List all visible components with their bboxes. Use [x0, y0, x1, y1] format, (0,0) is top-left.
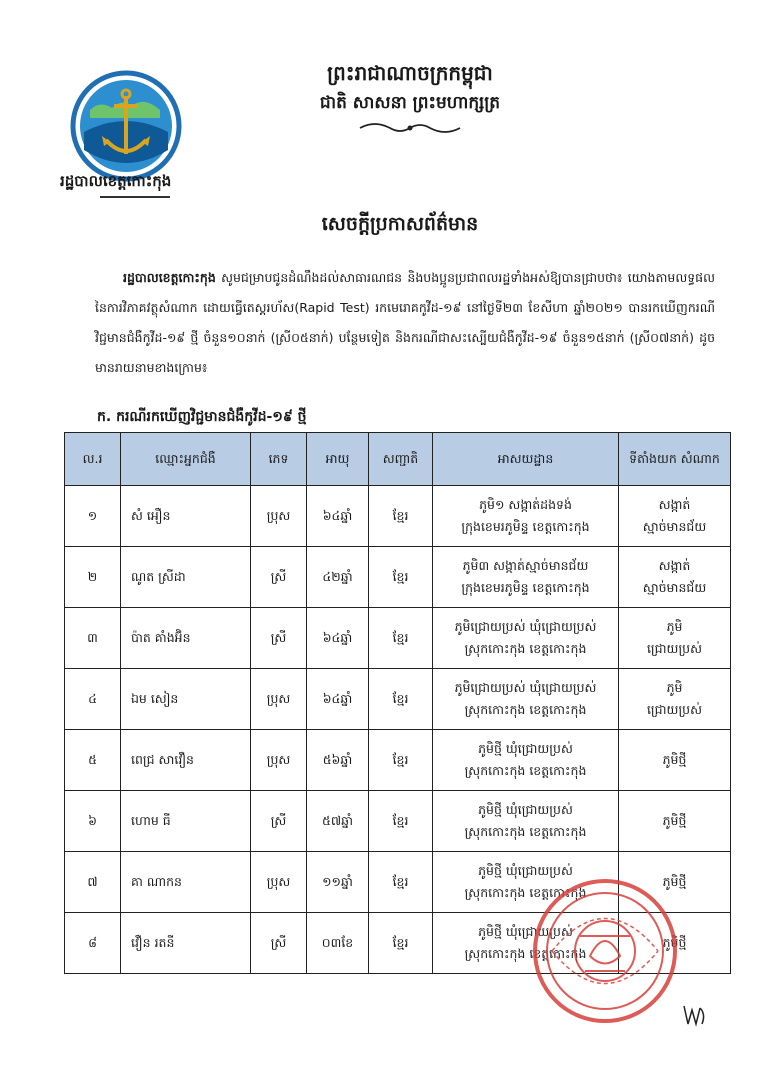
- divider: [100, 196, 170, 198]
- ornament-divider-icon: [355, 120, 465, 136]
- address-line-2: ស្រុកកោះកុង ខេត្តកោះកុង: [464, 824, 587, 839]
- table-row: [65, 608, 731, 669]
- site-line-1: ភូមិ: [666, 680, 683, 695]
- address-line-2: ក្រុងខេមរភូមិន្ទ ខេត្តកោះកុង: [461, 519, 590, 534]
- cell-name: វឿន រតនី: [121, 913, 251, 974]
- address-line-2: ក្រុងខេមរភូមិន្ទ ខេត្តកោះកុង: [461, 580, 590, 595]
- address-line-1: ភូមិថ្មី ឃុំជ្រោយប្រស់: [478, 924, 573, 939]
- site-line-1: ភូមិថ្មី: [662, 935, 687, 950]
- section-title: ក. ករណីរកឃើញវិជ្ជមានជំងឺកូវីដ-១៩ ថ្មី: [97, 409, 307, 425]
- table-header-row: [65, 433, 731, 486]
- site-line-2: ស្មាច់មានជ័យ: [642, 580, 707, 595]
- address-line-1: ភូមិថ្មី ឃុំជ្រោយប្រស់: [478, 863, 573, 878]
- address-line-1: ភូមិជ្រោយប្រស់ ឃុំជ្រោយប្រស់: [454, 619, 597, 634]
- kingdom-heading: ព្រះរាជាណាចក្រកម្ពុជា: [327, 61, 493, 85]
- site-line-2: ជ្រោយប្រស់: [646, 641, 703, 656]
- cell-sex: ស្រី: [251, 791, 307, 852]
- table-row: [65, 669, 731, 730]
- cell-no: ១: [65, 486, 121, 547]
- cell-site: [619, 547, 731, 608]
- cell-name: ណូត ស្រីដា: [121, 547, 251, 608]
- address-line-2: ស្រុកកោះកុង ខេត្តកោះកុង: [464, 763, 587, 778]
- cell-nationality: ខ្មែរ: [369, 486, 433, 547]
- cell-age: ០៣ខែ: [307, 913, 369, 974]
- intro-lead: រដ្ឋបាលខេត្តកោះកុង: [123, 270, 216, 285]
- cell-site: [619, 486, 731, 547]
- cell-sex: ប្រុស: [251, 486, 307, 547]
- cell-name: ហោម ធី: [121, 791, 251, 852]
- site-line-1: ភូមិថ្មី: [662, 874, 687, 889]
- cell-age: ៦៤ឆ្នាំ: [307, 669, 369, 730]
- cell-sex: ប្រុស: [251, 852, 307, 913]
- table-row: [65, 486, 731, 547]
- office-name: រដ្ឋបាលខេត្តកោះកុង: [60, 172, 172, 190]
- cell-age: ៦៤ឆ្នាំ: [307, 608, 369, 669]
- table-row: [65, 547, 731, 608]
- cell-no: ៧: [65, 852, 121, 913]
- col-header-sex: ភេទ: [251, 433, 307, 486]
- cell-sex: ស្រី: [251, 913, 307, 974]
- official-stamp-icon: [530, 876, 680, 1026]
- cell-age: ៤២ឆ្នាំ: [307, 547, 369, 608]
- cell-site: [619, 669, 731, 730]
- site-line-1: ភូមិថ្មី: [662, 813, 687, 828]
- cell-name: ពេជ្រ សាវឿន: [121, 730, 251, 791]
- cell-no: ៤: [65, 669, 121, 730]
- cell-age: ៥៧ឆ្នាំ: [307, 791, 369, 852]
- cell-nationality: ខ្មែរ: [369, 547, 433, 608]
- address-line-1: ភូមិ១ សង្កាត់ដងទង់: [479, 497, 572, 512]
- cell-no: ៥: [65, 730, 121, 791]
- site-line-2: ជ្រោយប្រស់: [646, 702, 703, 717]
- cell-site: [619, 730, 731, 791]
- address-line-2: ស្រុកកោះកុង ខេត្តកោះកុង: [464, 885, 587, 900]
- site-line-1: ភូមិថ្មី: [662, 752, 687, 767]
- cell-sex: ប្រុស: [251, 669, 307, 730]
- address-line-1: ភូមិជ្រោយប្រស់ ឃុំជ្រោយប្រស់: [454, 680, 597, 695]
- cell-no: ៣: [65, 608, 121, 669]
- cell-nationality: ខ្មែរ: [369, 669, 433, 730]
- page-title: សេចក្តីប្រកាសព័ត៌មាន: [321, 213, 479, 235]
- address-line-1: ភូមិ៣ សង្កាត់ស្មាច់មានជ័យ: [462, 558, 589, 573]
- provincial-seal-icon: [70, 70, 182, 182]
- cell-site: [619, 608, 731, 669]
- col-header-site: ទីតាំងយក សំណាក: [619, 433, 731, 486]
- cell-sex: ស្រី: [251, 608, 307, 669]
- table-row: [65, 791, 731, 852]
- col-header-nationality: សញ្ជាតិ: [369, 433, 433, 486]
- cell-nationality: ខ្មែរ: [369, 608, 433, 669]
- cell-address: [433, 730, 619, 791]
- cell-address: [433, 791, 619, 852]
- cell-name: ឯម សៀន: [121, 669, 251, 730]
- cell-no: ៨: [65, 913, 121, 974]
- cell-name: ប៉ាត គាំងអ៊ិន: [121, 608, 251, 669]
- cell-nationality: ខ្មែរ: [369, 852, 433, 913]
- cell-age: ១១ឆ្នាំ: [307, 852, 369, 913]
- cell-nationality: ខ្មែរ: [369, 791, 433, 852]
- cell-no: ២: [65, 547, 121, 608]
- address-line-2: ស្រុកកោះកុង ខេត្តកោះកុង: [464, 702, 587, 717]
- table-row: [65, 730, 731, 791]
- cell-age: ៥៦ឆ្នាំ: [307, 730, 369, 791]
- signature-icon: [680, 1000, 710, 1030]
- cell-address: [433, 669, 619, 730]
- cell-sex: ស្រី: [251, 547, 307, 608]
- cell-age: ៦៤ឆ្នាំ: [307, 486, 369, 547]
- address-line-1: ភូមិថ្មី ឃុំជ្រោយប្រស់: [478, 741, 573, 756]
- cell-site: [619, 791, 731, 852]
- cell-address: [433, 608, 619, 669]
- cell-address: [433, 486, 619, 547]
- intro-paragraph: [95, 263, 715, 383]
- col-header-name: ឈ្មោះអ្នកជំងឺ: [121, 433, 251, 486]
- site-line-2: ស្មាច់មានជ័យ: [642, 519, 707, 534]
- address-line-2: ស្រុកកោះកុង ខេត្តកោះកុង: [464, 946, 587, 961]
- site-line-1: សង្កាត់: [658, 497, 691, 512]
- col-header-no: ល.រ: [65, 433, 121, 486]
- cell-sex: ប្រុស: [251, 730, 307, 791]
- address-line-2: ស្រុកកោះកុង ខេត្តកោះកុង: [464, 641, 587, 656]
- site-line-1: ភូមិ: [666, 619, 683, 634]
- national-motto: ជាតិ សាសនា ព្រះមហាក្សត្រ: [319, 93, 501, 113]
- intro-text: សូមជម្រាបជូនដំណឹងដល់សាធារណជន និងបងប្អូនប្រជាពលរដ្ឋទាំងអស់ឱ្យបានជ្រាបថា៖ យោងតាមលទ្ធផលនៃការវិភាគវត្ថុសំណាក ដោយធ្វើតេស្តរហ័ស(Rapid Test) រកមេរោគកូវីដ-១៩ នៅថ្ងៃទី២៣ ខែសីហា ឆ្នាំ២០២១ បានរកឃើញករណីវិជ្ជមានជំងឺកូវីដ-១៩ ថ្មី ចំនួន១០នាក់ (ស្រី០៥នាក់) បន្ថែមទៀត និងករណីជាសះស្បើយជំងឺកូវីដ-១៩ ចំនួន១៥នាក់ (ស្រី០៧នាក់) ដូចមានរាយនាមខាងក្រោម៖: [95, 270, 715, 375]
- cell-name: សំ អឿន: [121, 486, 251, 547]
- col-header-age: អាយុ: [307, 433, 369, 486]
- cell-no: ៦: [65, 791, 121, 852]
- cell-nationality: ខ្មែរ: [369, 730, 433, 791]
- cell-nationality: ខ្មែរ: [369, 913, 433, 974]
- cell-address: [433, 547, 619, 608]
- col-header-address: អាសយដ្ឋាន: [433, 433, 619, 486]
- address-line-1: ភូមិថ្មី ឃុំជ្រោយប្រស់: [478, 802, 573, 817]
- cell-name: គា ណាកន: [121, 852, 251, 913]
- site-line-1: សង្កាត់: [658, 558, 691, 573]
